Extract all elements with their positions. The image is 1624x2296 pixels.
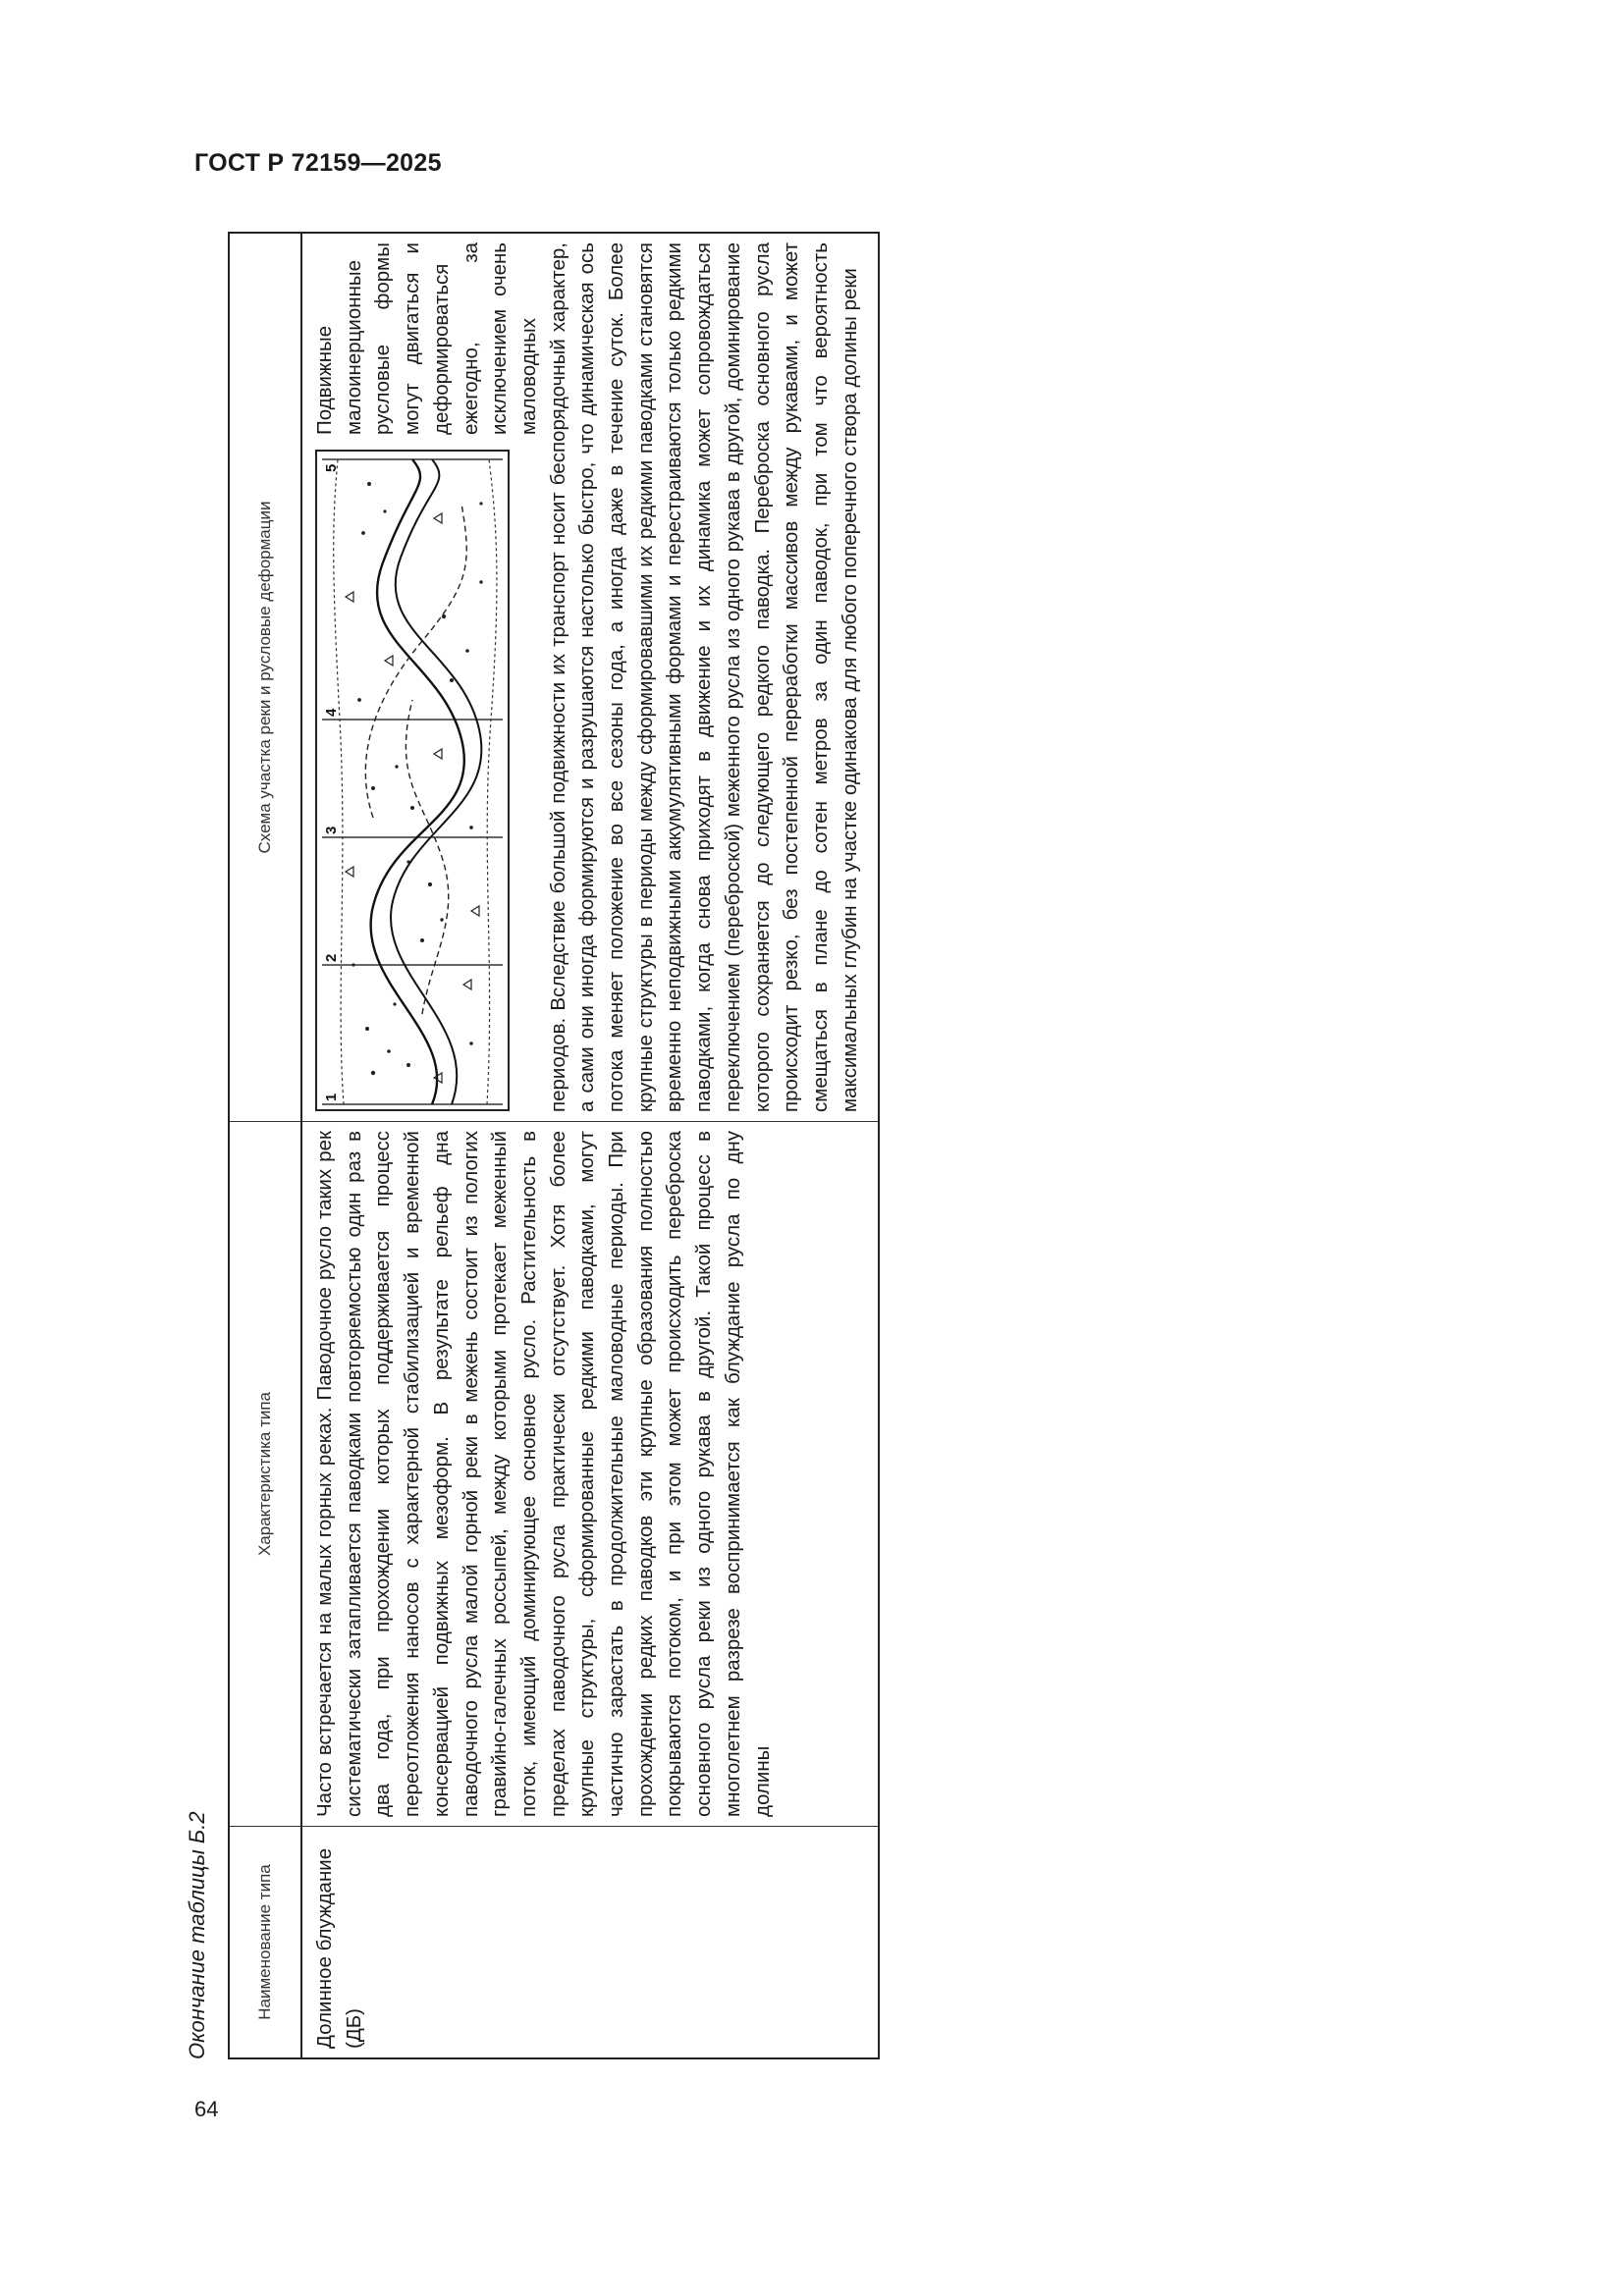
diagram-label-3: 3 — [323, 826, 340, 834]
river-reach-diagram — [314, 449, 511, 1112]
type-characteristic-cell: Часто встречается на малых горных реках. Паводочное русло таких рек систематически затапливается паводками повторяемостью один раз в два года, при прохождении которых поддерживается процесс переотложения наносов с характерной стабилизацией и временной консервацией подвижных мезоформ. В результате рельеф дна паводочного русла малой горной реки в межень состоит из пологих гравийно-галечных россыпей, между которыми протекает меженный поток, имеющий доминирующее основное русло. Растительность в пределах паводочного русла практически отсутствует. Хотя более крупные структуры, сформированные редкими паводками, могут частично зарастать в продолжительные маловодные периоды. При прохождении редких паводков эти крупные образования полностью покрываются потоком, и при этом может происходить переброска основного русла реки из одного рукава в другой. Такой процесс в многолетнем разрезе воспринимается как блуждание русла по дну долины — [302, 1121, 878, 1826]
page-number: 64 — [194, 2097, 219, 2121]
diagram-label-5: 5 — [323, 463, 340, 472]
diagram-label-2: 2 — [323, 953, 340, 962]
diagram-label-4: 4 — [323, 708, 340, 717]
column-header-characteristic: Характеристика типа — [230, 1121, 302, 1826]
river-type-table — [228, 232, 880, 2059]
type-name-cell: Долинное блуждание (ДБ) — [302, 1826, 878, 2057]
document-header: ГОСТ Р 72159—2025 — [194, 149, 442, 177]
scheme-description: Подвижные малоинерционные русловые формы могут двигаться и деформироваться ежегодно, за исключением очень маловодных периодов. Вследствие большой подвижности их транспорт носит беспорядочный характер, а сами они иногда формируются и разрушаются настолько быстро, что динамическая ось потока меняет положение во все сезоны года, а иногда даже в течение суток. Более крупные структуры в периоды между сформировавшими их редкими паводками становятся временно неподвижными аккумулятивными формами и перестраиваются только редкими паводками, когда снова приходят в движение и их динамика может сопровождаться переключением (переброской) меженного русла из одного рукава в другой, доминирование которого сохраняется до следующего редкого паводка. Переброска основного русла происходит резко, без постепенной переработки массивов между рукавами, и может смещаться в плане до сотен метров за один паводок, при том что вероятность максимальных глубин на участке одинакова для любого поперечного створа долины реки — [313, 242, 861, 1112]
table-caption: Окончание таблицы Б.2 — [185, 1811, 209, 2059]
column-header-name: Наименование типа — [230, 1826, 302, 2057]
type-scheme-cell — [302, 234, 878, 1121]
diagram-label-1: 1 — [323, 1093, 340, 1101]
rotated-table-block — [175, 226, 901, 2071]
column-header-scheme: Схема участка реки и русловые деформации — [230, 234, 302, 1121]
